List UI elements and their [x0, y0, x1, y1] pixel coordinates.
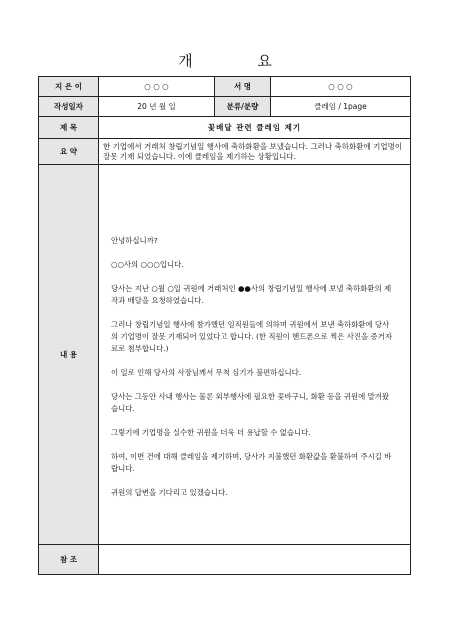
- writer-row: [39, 77, 411, 97]
- date-value: 20 년 월 일: [99, 97, 215, 117]
- date-label: 작성일자: [39, 97, 99, 117]
- date-row: [39, 97, 411, 117]
- content-paragraph: 안녕하십니까?: [111, 235, 158, 245]
- overview-form: [38, 76, 411, 575]
- reference-row: [39, 545, 411, 575]
- category-label: 분류/분량: [215, 97, 271, 117]
- writer-label: 지 은 이: [39, 77, 99, 97]
- content-label: 내 용: [39, 165, 99, 545]
- subject-value: 꽃배달 관련 클레임 제기: [99, 117, 411, 139]
- content-paragraph: 당사는 지난 ○월 ○일 귀원에 거래처인 ●●사의 창립기념일 행사에 보낼 축하화환의 제작과 배달을 요청하였습니다.: [111, 283, 392, 305]
- content-paragraph: 그러나 창립기념일 행사에 참가했던 임직원들에 의하며 귀원에서 보낸 축하화환에 당사의 기업명이 잘못 기재되어 있었다고 합니다. (한 직원이 핸드폰으로 찍은 사진을 증거자료로 첨부합니다.): [111, 319, 392, 353]
- name-value: ○ ○ ○: [271, 77, 411, 97]
- content-paragraph: 하여, 이번 건에 대해 클레임을 제기하며, 당사가 지불했던 화환값을 환불하여 주시길 바랍니다.: [111, 451, 392, 473]
- category-value: 클레임 / 1page: [271, 97, 411, 117]
- writer-value: ○ ○ ○: [99, 77, 215, 97]
- subject-label: 제 목: [39, 117, 99, 139]
- content-paragraph: 귀원의 답변을 기다리고 있겠습니다.: [111, 487, 228, 497]
- content-paragraph: 당사는 그동안 사내 행사는 물론 외부행사에 필요한 꽃바구니, 화환 등을 귀원에 맡겨왔습니다.: [111, 391, 390, 413]
- reference-label: 참 조: [39, 545, 99, 575]
- summary-label: 요 약: [39, 139, 99, 165]
- page-title: 개 요: [178, 52, 302, 70]
- content-row: [39, 165, 411, 545]
- summary-row: [39, 139, 411, 165]
- content-paragraph: ○○사의 ○○○입니다.: [111, 259, 184, 269]
- content-text: [103, 199, 406, 499]
- reference-value: [99, 545, 411, 575]
- summary-value: 한 기업에서 거래처 창립기념일 행사에 축하화환을 보냈습니다. 그러나 축하화환에 기업명이 잘못 기재 되었습니다. 이에 클레임을 제기하는 상황입니다.: [99, 139, 411, 165]
- content-paragraph: 그렇기에 기업명을 실수한 귀원을 더욱 더 용납할 수 없습니다.: [111, 427, 311, 437]
- subject-row: [39, 117, 411, 139]
- content-body: [99, 165, 411, 545]
- name-label: 서 명: [215, 77, 271, 97]
- content-paragraph: 이 일로 인해 당사의 사장님께서 무척 심기가 불편하십니다.: [111, 367, 302, 377]
